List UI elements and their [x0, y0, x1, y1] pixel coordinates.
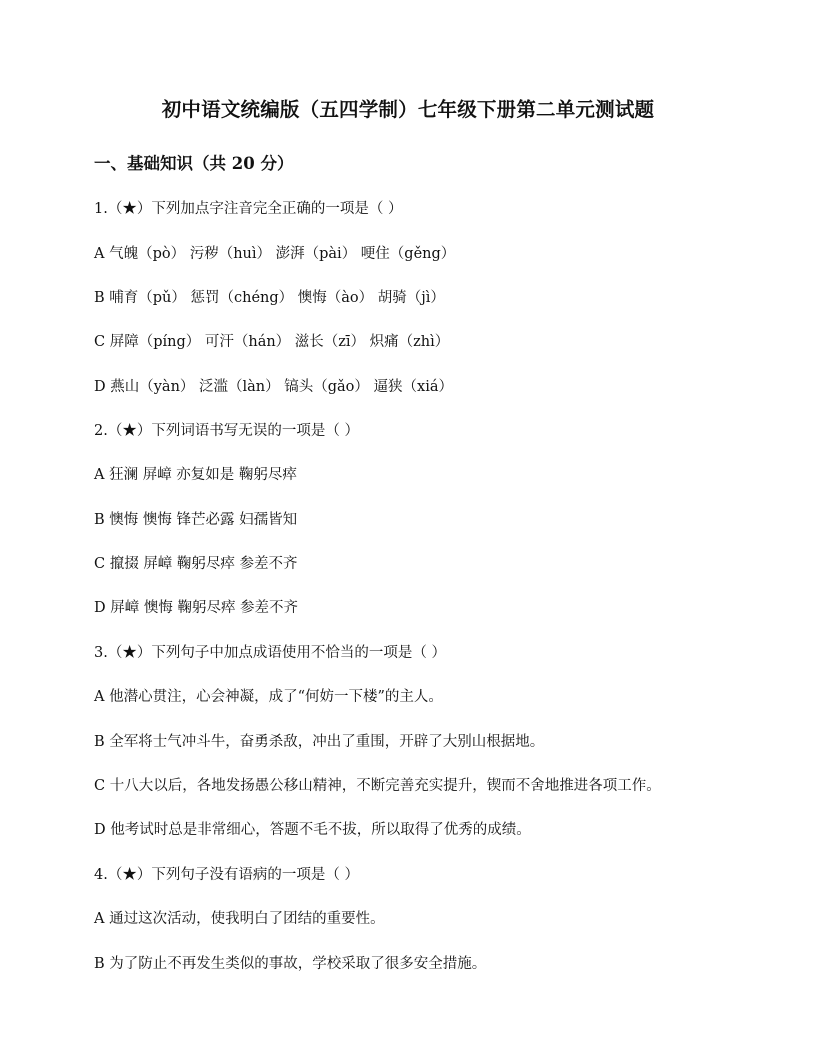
question-3-option-d: D 他考试时总是非常细心，答题不毛不拔，所以取得了优秀的成绩。 [94, 822, 531, 838]
question-4-option-a: A 通过这次活动，使我明白了团结的重要性。 [94, 911, 385, 927]
question-2-option-c: C 攛掇 屏嶂 鞠躬尽瘁 参差不齐 [94, 556, 298, 572]
section-heading: 一、基础知识（共 20 分） [94, 154, 294, 173]
question-1-option-d: D 燕山（yàn） 泛滥（làn） 镐头（gǎo） 逼狭（xiá） [94, 379, 453, 395]
question-2-option-a: A 狂澜 屏嶂 亦复如是 鞠躬尽瘁 [94, 467, 297, 483]
question-2-option-d: D 屏嶂 懊悔 鞠躬尽瘁 参差不齐 [94, 600, 299, 616]
question-1-stem: 1.（★）下列加点字注音完全正确的一项是（ ） [94, 201, 403, 217]
question-2-stem: 2.（★）下列词语书写无误的一项是（ ） [94, 423, 359, 439]
question-3-option-b: B 全军将士气冲斗牛，奋勇杀敌，冲出了重围，开辟了大别山根据地。 [94, 734, 545, 750]
question-3-option-c: C 十八大以后，各地发扬愚公移山精神，不断完善充实提升，锲而不舍地推进各项工作。 [94, 778, 661, 794]
question-4-stem: 4.（★）下列句子没有语病的一项是（ ） [94, 867, 359, 883]
question-1-option-c: C 屏障（píng） 可汗（hán） 滋长（zī） 炽痛（zhì） [94, 334, 450, 350]
question-3-option-a: A 他潜心贯注，心会神凝，成了“何妨一下楼”的主人。 [94, 689, 443, 705]
page-title: 初中语文统编版（五四学制）七年级下册第二单元测试题 [161, 98, 655, 121]
question-1-option-a: A 气魄（pò） 污秽（huì） 澎湃（pài） 哽住（gěng） [94, 246, 456, 262]
question-4-option-b: B 为了防止不再发生类似的事故，学校采取了很多安全措施。 [94, 956, 487, 972]
question-1-option-b: B 哺育（pǔ） 惩罚（chéng） 懊悔（ào） 胡骑（jì） [94, 290, 445, 306]
question-3-stem: 3.（★）下列句子中加点成语使用不恰当的一项是（ ） [94, 645, 446, 661]
question-2-option-b: B 懊悔 懊悔 锋芒必露 妇孺皆知 [94, 512, 298, 528]
